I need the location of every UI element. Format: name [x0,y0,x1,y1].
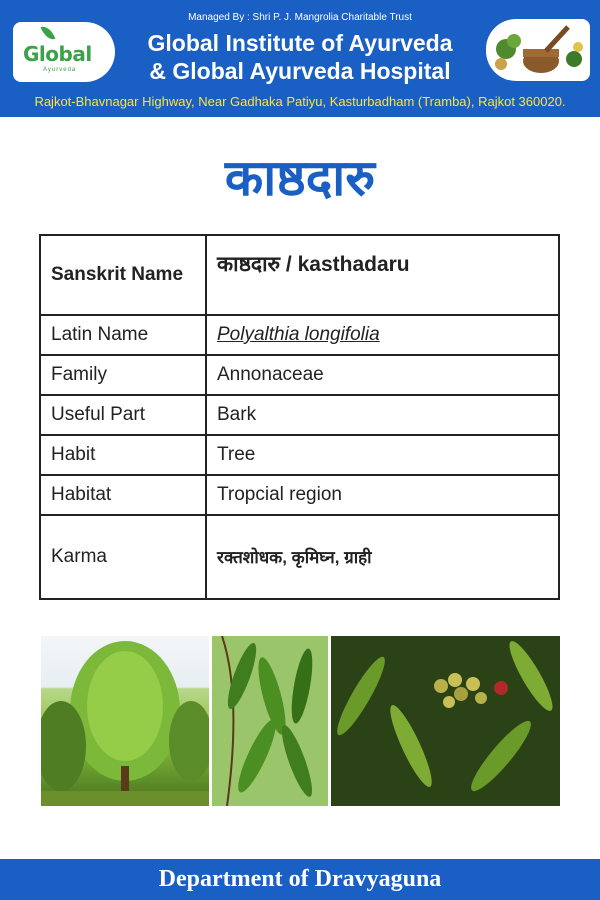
table-row [40,315,559,355]
row-value [206,315,559,355]
row-value: काष्ठदारु / kasthadaru [206,235,559,315]
row-value: Bark [206,395,559,435]
row-value: Annonaceae [206,355,559,395]
institute-title: Global Institute of Ayurveda [147,30,453,56]
karma-value: रक्तशोधक, कृमिघ्न, ग्राही [217,548,372,567]
table-row [40,435,559,475]
table-row [40,355,559,395]
logo-subtext: Ayurveda [43,67,77,73]
table-row [40,395,559,435]
row-label: Karma [40,515,206,599]
header-banner [0,0,600,117]
herb-info-table [39,234,560,600]
herbs-mortar-image [486,19,590,81]
table-row [40,475,559,515]
tree-photo [41,636,209,806]
row-label: Habit [40,435,206,475]
row-label: Latin Name [40,315,206,355]
logo-text: Global [23,42,92,66]
row-label: Habitat [40,475,206,515]
table-row [40,515,559,599]
page-title: काष्ठदारु [224,149,376,207]
department-name: Department of Dravyaguna [158,866,442,892]
leaves-photo [212,636,328,806]
fruits-photo [331,636,560,806]
address-text: Rajkot-Bhavnagar Highway, Near Gadhaka Patiyu, Kasturbadham (Tramba), Rajkot 360020. [34,94,566,109]
footer-banner [0,859,600,900]
row-value [206,515,559,599]
row-label: Sanskrit Name [40,235,206,315]
hospital-title: & Global Ayurveda Hospital [149,58,451,84]
managed-by-text: Managed By : Shri P. J. Mangrolia Charitable Trust [188,12,412,23]
latin-name: Polyalthia longifolia [217,324,380,345]
row-label: Useful Part [40,395,206,435]
row-value: Tree [206,435,559,475]
table-row [40,235,559,315]
row-value: Tropcial region [206,475,559,515]
row-label: Family [40,355,206,395]
